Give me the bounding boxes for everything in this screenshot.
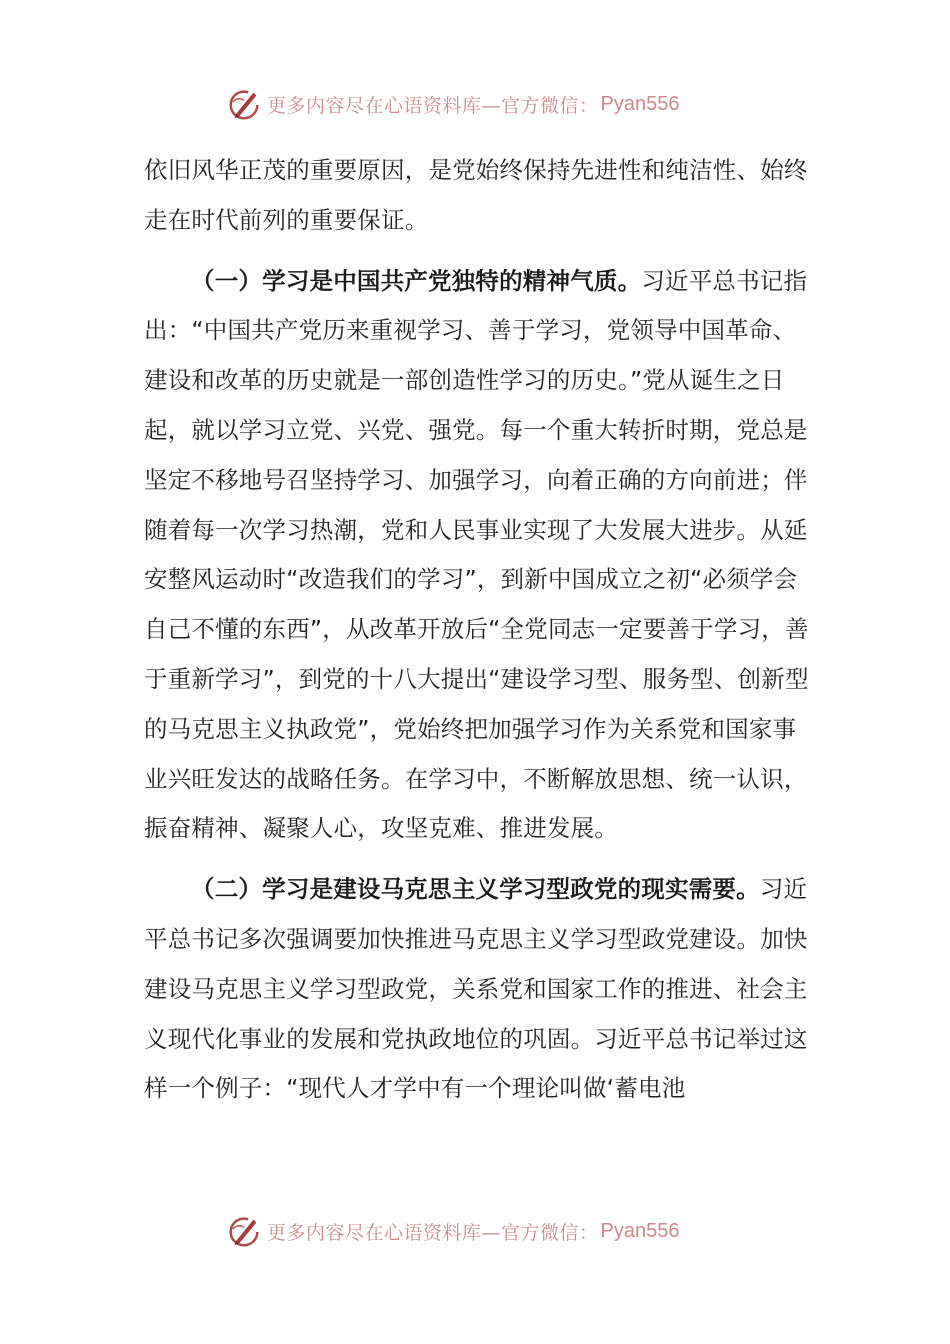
banner-text: 更多内容尽在心语资料库—官方微信： [267,1221,599,1244]
document-body [144,146,809,1114]
pen-circle-logo-icon [225,85,263,123]
pen-circle-logo-icon [225,1212,263,1250]
footer-banner [225,1211,679,1251]
paragraph-text: 习近平总书记多次强调要加快推进马克思主义学习型政党建设。加快建设马克思主义学习型政党，关系党和国家工作的推进、社会主义现代化事业的发展和党执政地位的巩固。习近平总书记举过这样一个例子：“现代人才学中有一个理论叫做‘蓄电池 [144,875,808,1103]
banner-text: 更多内容尽在心语资料库—官方微信： [267,94,599,117]
paragraph-text: 依旧风华正茂的重要原因，是党始终保持先进性和纯洁性、始终走在时代前列的重要保证。 [144,156,808,234]
paragraph-section-2 [144,865,809,1114]
paragraph-text: 习近平总书记指出：“中国共产党历来重视学习、善于学习，党领导中国革命、建设和改革的历史就是一部创造性学习的历史。”党从诞生之日起，就以学习立党、兴党、强党。每一个重大转折时期，党总是坚定不移地号召坚持学习、加强学习，向着正确的方向前进；伴随着每一次学习热潮，党和人民事业实现了大发展大进步。从延安整风运动时“改造我们的学习”，到新中国成立之初“必须学会自己不懂的东西”，从改革开放后“全党同志一定要善于学习，善于重新学习”，到党的十八大提出“建设学习型、服务型、创新型的马克思主义执政党”，党始终把加强学习作为关系党和国家事业兴旺发达的战略任务。在学习中，不断解放思想、统一认识，振奋精神、凝聚人心，攻坚克难、推进发展。 [144,266,809,843]
wechat-id: Pyan556 [600,92,680,115]
paragraph-section-1 [144,257,809,855]
wechat-id: Pyan556 [600,1219,680,1242]
paragraph-continuation [144,146,809,246]
header-banner [225,84,679,124]
section-heading: （二）学习是建设马克思主义学习型政党的现实需要。 [191,875,760,904]
section-heading: （一）学习是中国共产党独特的精神气质。 [191,266,642,295]
